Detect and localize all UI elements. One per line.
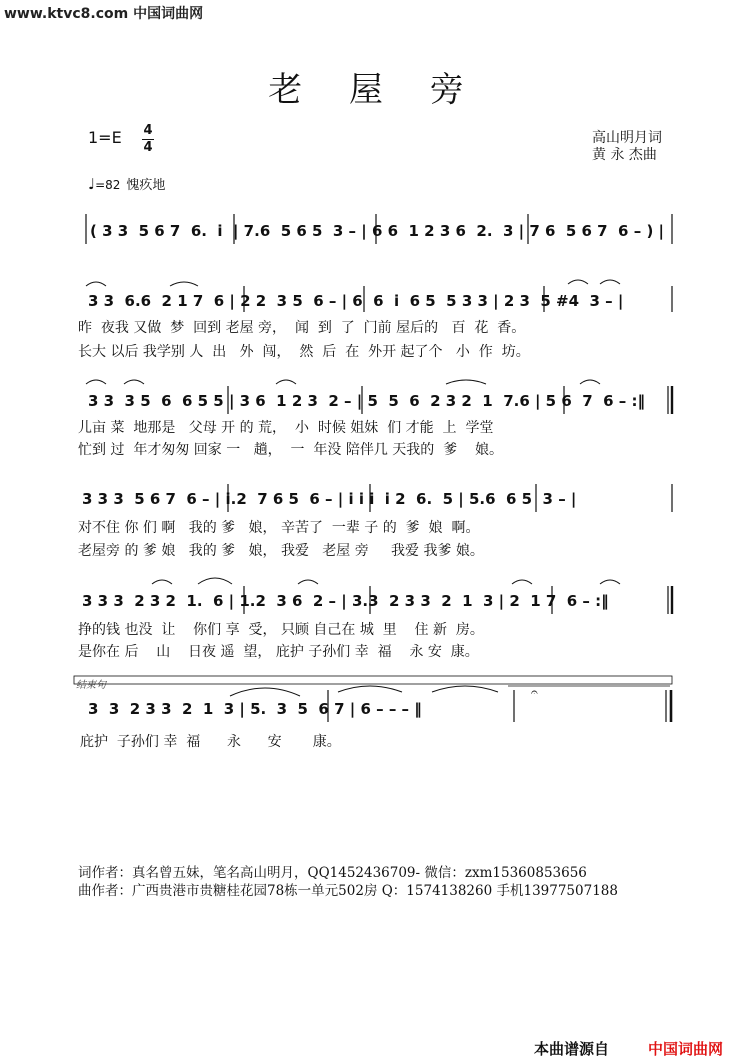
- site-logo-text[interactable]: 中国词曲网: [648, 1040, 724, 1058]
- ending-lyrics: 庇护 子孙们 幸 福 永 安 康。: [80, 734, 341, 750]
- system-4-lyrics-verse-2: 老屋旁 的 爹 娘 我的 爹 娘， 我爱 老屋 旁 我爱 我爹 娘。: [78, 543, 484, 559]
- system-1-notes: ( 3 3 5 6 7 6. i | 7.6 5 6 5 3 – | 6 6 1 2 3 6 2. 3 | 7 6 5 6 7 6 – ) |: [90, 222, 664, 240]
- quarter-note-icon: ♩: [88, 175, 96, 193]
- lyricist-credit: 高山明月词: [592, 130, 662, 146]
- song-title: 老 屋 旁: [268, 70, 482, 110]
- system-5-lyrics-verse-2: 是你在 后 山 日夜 遥 望， 庇护 子孙们 幸 福 永 安 康。: [78, 644, 479, 660]
- footer-credits: [78, 864, 618, 900]
- system-4-lyrics-verse-1: 对不住 你 们 啊 我的 爹 娘， 辛苦了 一辈 子 的 爹 娘 啊。: [78, 520, 480, 536]
- tempo-value: =82: [95, 178, 121, 192]
- key-signature: 1=E: [88, 128, 122, 147]
- meter-top: 4: [143, 123, 153, 138]
- meter-bottom: 4: [143, 140, 153, 155]
- system-3-notes: 3 3 3 5 6 6 5 5 | 3 6 1 2 3 2 – | 5 5 6 2 3 2 1 7.6 | 5 6 7 6 – :‖: [88, 392, 645, 410]
- ending-notes: 3 3 2 3 3 2 1 3 | 5. 3 5 6 7 | 6 – – – ‖: [88, 700, 422, 718]
- system-5-lyrics-verse-1: 挣的钱 也没 让 你们 享 受， 只顾 自己在 城 里 住 新 房。: [78, 622, 484, 638]
- lyricist-contact: 词作者：真名曾五妹，笔名高山明月，QQ1452436709- 微信：zxm15360853656: [78, 865, 587, 881]
- system-3-lyrics-verse-2: 忙到 过 年才匆匆 回家 一 趟， 一 年没 陪伴几 天我的 爹 娘。: [78, 442, 504, 458]
- composer-credit: 黄 永 杰曲: [592, 147, 657, 163]
- composer-contact: 曲作者：广西贵港市贵糖桂花园78栋一单元502房 Q：1574138260 手机13977507188: [78, 883, 618, 899]
- expression-marking: 愧疚地: [126, 178, 166, 193]
- system-3-lyrics-verse-1: 儿亩 菜 地那是 父母 开 的 荒， 小 时候 姐妹 们 才能 上 学堂: [78, 420, 494, 436]
- site-header[interactable]: www.ktvc8.com 中国词曲网: [4, 6, 204, 22]
- system-5-notes: 3 3 3 2 3 2 1. 6 | 1.2 3 6 2 – | 3.3 2 3 3 2 1 3 | 2 1 7 6 – :‖: [82, 592, 609, 610]
- ending-label: 结束句: [76, 680, 106, 691]
- system-2-lyrics-verse-2: 长大 以后 我学别 人 出 外 闯， 然 后 在 外开 起了个 小 作 坊。: [78, 344, 530, 360]
- fermata-icon: 𝄐: [531, 685, 538, 699]
- score-source-label: 本曲谱源自: [534, 1040, 610, 1058]
- ending-section-frame: [74, 676, 672, 684]
- system-2-notes: 3 3 6.6 2 1 7 6 | 2 2 3 5 6 – | 6 6 i 6 5 5 3 3 | 2 3 5 #4 3 – |: [88, 292, 624, 310]
- system-4-notes: 3 3 3 5 6 7 6 – | i.2 7 6 5 6 – | i i i i 2 6. 5 | 5.6 6 5 3 – |: [82, 490, 577, 508]
- system-2-lyrics-verse-1: 昨 夜我 又做 梦 回到 老屋 旁， 闻 到 了 门前 屋后的 百 花 香。: [78, 320, 526, 336]
